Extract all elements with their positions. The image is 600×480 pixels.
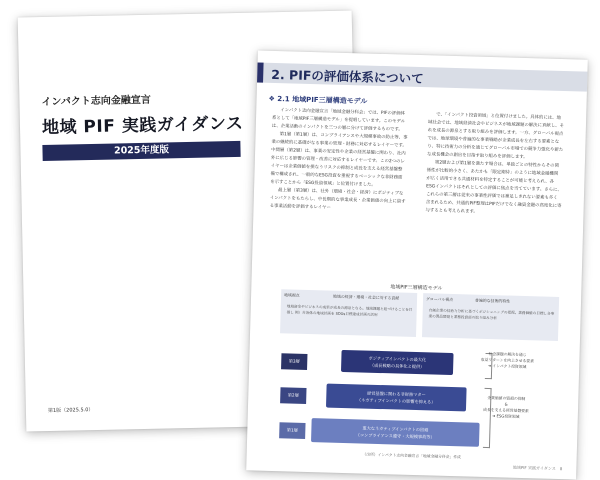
tier-2-block [326,384,467,412]
tier-line: 重大なネガティブインパクトの回避 [362,425,429,433]
page-footer: 地域PIF 実践ガイダンス 8 [512,464,563,472]
global-view-box [422,293,559,341]
box-body: 自創企業の技術力分析に基づくポジショニングの把握。業務価値の目標し各事業の製品開発と業務投資部の取り組み分析 [428,308,555,321]
body-column-right [425,111,564,219]
note-impact-domain: 社会課題の解決を通じ 収益リターンを向上させる要素 ➜ インパクト投資領域 [480,351,534,370]
cover-edition-band: 2025年度版 [42,141,240,161]
box-label: 地域視点 [284,292,300,298]
tier-line: （成長戦略の具体化と提供） [369,362,425,370]
header-accent-bar [257,62,264,82]
paragraph: 第2層および第1層を満たす場合は、単独ごとの特性からその関係性が比較的小さく、あたかも「限定期待」のように地域金融機関が広く活用できる共通材料を特定することが可能と考えられ、各ESGインパクトはそれとしての評価に焦点を当てています。さらに、これらの第三層は従来の事業性評価では補足しきれない要素も多く含まれるため、共通的PIF整理はPIFだけでなく融資金融の高度化に寄与するとも考えられます。 [425,160,562,215]
cover-title: 地域 PIF 実践ガイダンス [41,113,244,139]
cover-footer: 第1版（2025.5.0） [47,407,94,414]
paragraph: インパクト志向金融宣言「地域金融分科会」では、PIFの評価体系として「地域PIF三層構造モデル」を提唱しています。このモデルは、企業活動のインパクトを三つの層に分けて評価するものです。 [271,108,406,133]
page-header [257,62,587,91]
note-esg-domain: 企業価値の毀損の抑制 & 成長を支える経営基盤要素 ➜ ESG投資領域 [483,395,529,419]
source-note: （出所）インパクト志向金融宣言「地域金融分科会」作成 [362,451,461,460]
paragraph: 第1層（第1層）は、コンプライアンスや大規模事故の防止等、事業の継続的に基礎がなる事業の管理・財務に対応するレイヤーです。中間層（第2層）は、事業の安定性や企業の経営基盤に関わり、社内外に広じる影響の管理・改善に対応するレイヤーです。この2つのレイヤーは企業価値を損なうリスクの抑制と成長を支える経営基盤整備で構成され、一般的なESG投資を重視するベーシックな非財務面を示すことから「ESG投資領域」と位置付けました。 [270,132,408,188]
tier-line: ポジティブインパクトの最大化 [368,355,427,363]
box-sublabel: 地域の経済・環境・社会に対する貢献 [333,293,400,301]
tier-line: （コンプライアンス遵守・大規模事故等） [355,432,435,440]
tier-2-label: 第2層 [280,387,306,404]
page-title: 2. PIFの評価体系について [271,66,424,87]
tier-3-label: 第3層 [281,353,307,370]
box-label: グローバル視点 [425,296,454,303]
diagram-title: 地域PIF三層構造モデル [390,284,443,292]
paragraph: で、「インパクト投資領域」と位置付けました。具体的には、地域社会では、地域経済社会やビジネスが地域課題の解決に貢献し、それを成長の源泉とする取り組みを評価します。一方、グローバル視点では、地球環境や普遍的な事業戦略が企業成長を左右する要素となり、特に技術力の分析を通じてグローバル市場での競争力強化や新たな成長機会の創出を目指す取り組みを評価します。 [427,112,564,161]
local-view-box [280,289,417,337]
section-heading: ❖ 2.1 地域PIF三層構造モデル [268,94,368,106]
cover-kicker: インパクト志向金融宣言 [41,94,151,109]
content-page [246,50,588,479]
tier-3-block [341,350,454,375]
box-body: 地域資金やビジネスの成果が成長の源泉となる。地域課題と紐づけることを目指し 例）自治体の地域計画を SDGs目標達成計画の活用 [286,304,413,317]
tier-line: （ネガティブインパクトの影響を抑える） [356,397,436,405]
tier-1-label: 第1層 [279,422,305,439]
tier-line: 経営基盤に関わる非財務マター [367,390,426,398]
body-column-left [269,107,408,215]
box-sublabel: 普遍的な技術的特性 [474,297,511,304]
tier-1-block [311,418,480,447]
paragraph: 最上層（第3層）は、社外（環境・社会・経済）にポジティブなインパクトをもたらし、中長期的な事業成長・企業価値の向上に資する事業活動を評価するレイヤー [269,188,406,211]
